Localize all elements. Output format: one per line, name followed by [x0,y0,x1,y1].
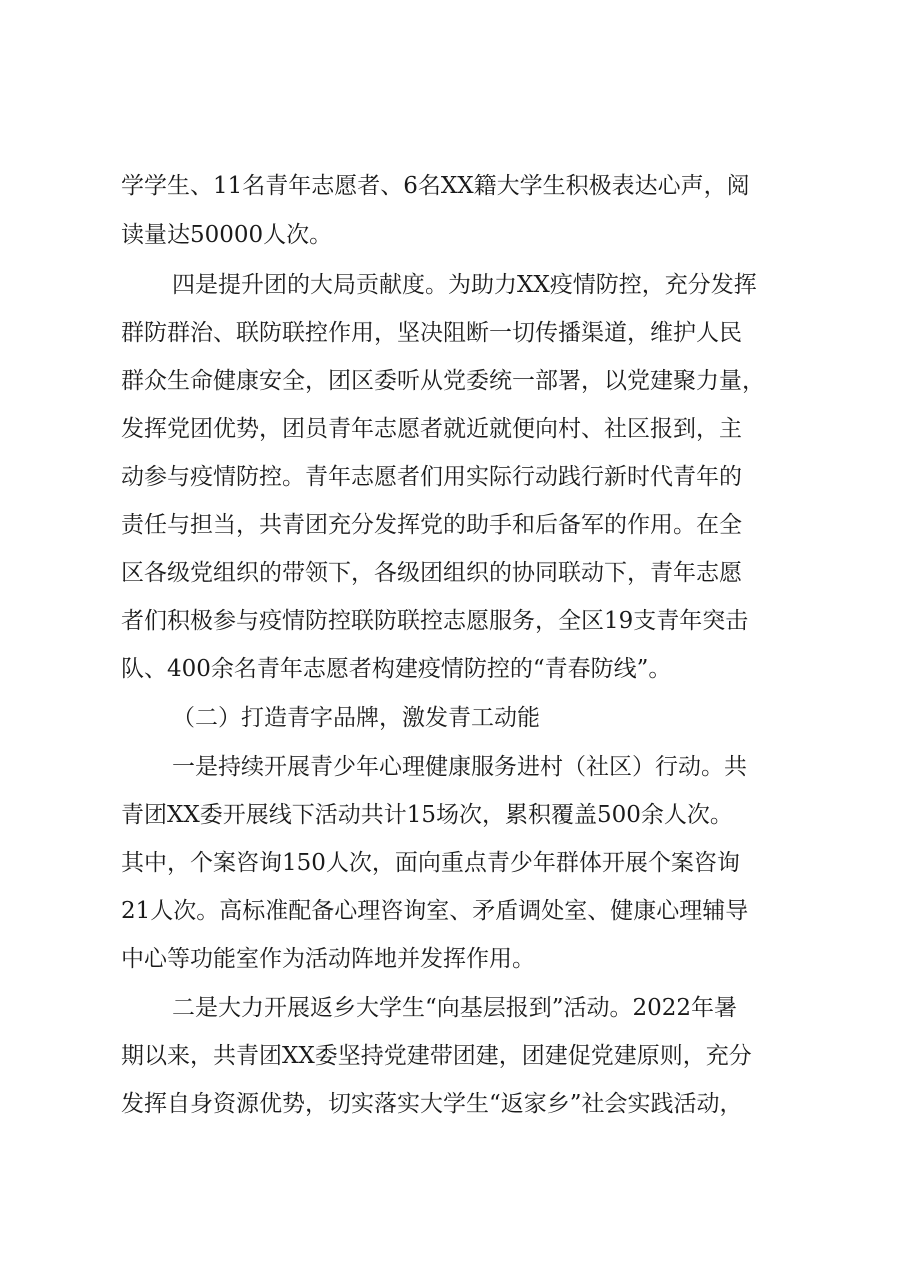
text-line [0,604,909,638]
text-line [0,218,909,252]
line-text: 其中，个案咨询150人次，面向重点青少年群体开展个案咨询 [121,850,740,876]
line-text: 青团XX委开展线下活动共计15场次，累积覆盖500余人次。 [121,802,733,828]
text-line [0,364,909,398]
text-line [0,652,909,686]
line-text: 群众生命健康安全，团区委听从党委统一部署，以党建聚力量， [121,368,765,394]
line-text: 动参与疫情防控。青年志愿者们用实际行动践行新时代青年的 [121,464,742,490]
line-text: 21人次。高标准配备心理咨询室、矛盾调处室、健康心理辅导 [121,898,749,924]
text-line [0,894,909,928]
text-line [0,268,909,302]
line-text: 中心等功能室作为活动阵地并发挥作用。 [121,946,535,972]
line-text: 二是大力开展返乡大学生“向基层报到”活动。2022年暑 [172,995,738,1021]
line-text: 发挥党团优势，团员青年志愿者就近就便向村、社区报到，主 [121,416,742,442]
line-text: 群防群治、联防联控作用，坚决阻断一切传播渠道，维护人民 [121,320,742,346]
line-text: 队、400余名青年志愿者构建疫情防控的“青春防线”。 [121,656,672,682]
text-line [0,798,909,832]
line-text: 四是提升团的大局贡献度。为助力XX疫情防控，充分发挥 [172,272,757,298]
text-line [0,316,909,350]
text-line [0,508,909,542]
text-line [0,1087,909,1121]
text-line [0,942,909,976]
text-line [0,750,909,784]
line-text: 期以来，共青团XX委坚持党建带团建，团建促党建原则，充分 [121,1043,752,1069]
text-line [0,991,909,1025]
text-line [0,460,909,494]
line-text: 者们积极参与疫情防控联防联控志愿服务，全区19支青年突击 [121,608,749,634]
text-line [0,1039,909,1073]
line-text: 区各级党组织的带领下，各级团组织的协同联动下，青年志愿 [121,560,742,586]
section-heading [0,701,909,735]
text-line [0,846,909,880]
heading-text: （二）打造青字品牌，激发青工动能 [172,705,540,731]
line-text: 责任与担当，共青团充分发挥党的助手和后备军的作用。在全 [121,512,742,538]
text-line [0,412,909,446]
text-line [0,556,909,590]
text-line [0,169,909,203]
line-text: 发挥自身资源优势，切实落实大学生“返家乡”社会实践活动， [121,1091,743,1117]
line-text: 学学生、11名青年志愿者、6名XX籍大学生积极表达心声，阅 [121,173,750,199]
line-text: 一是持续开展青少年心理健康服务进村（社区）行动。共 [172,754,747,780]
line-text: 读量达50000人次。 [121,222,333,248]
